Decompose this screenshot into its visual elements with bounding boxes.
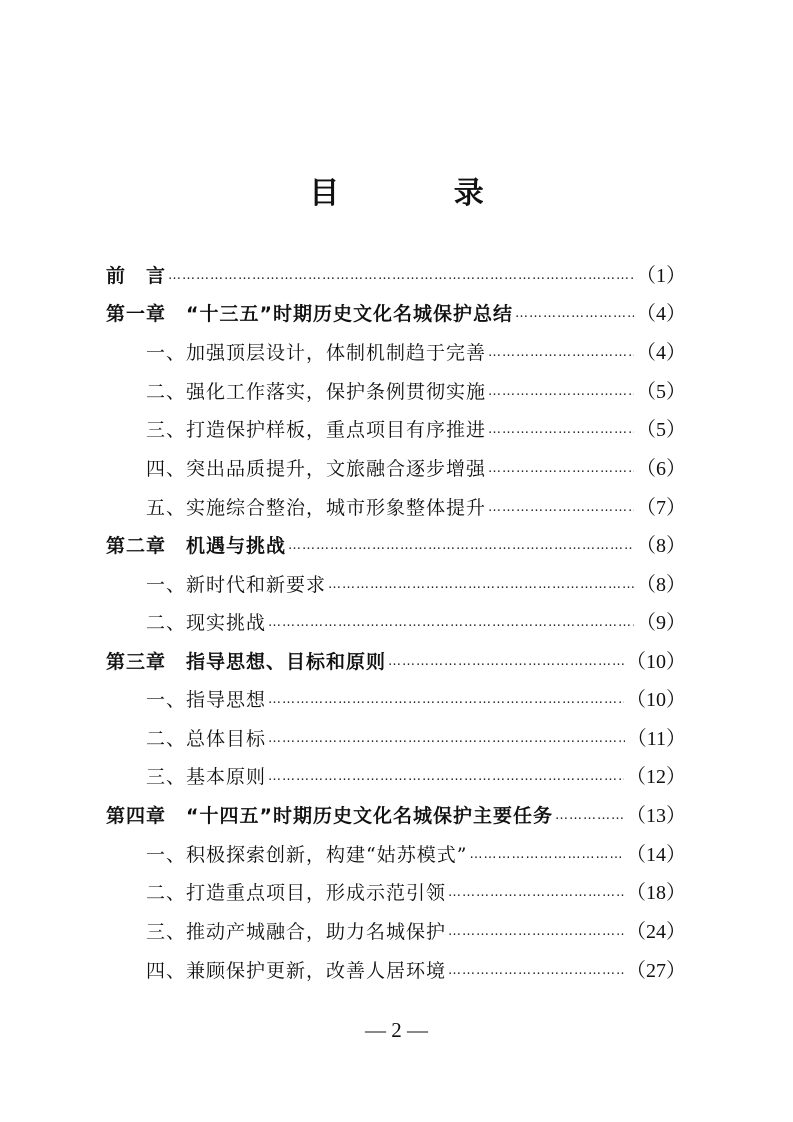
- dot-leader: [268, 682, 624, 718]
- dot-leader: [268, 759, 624, 795]
- toc-page-number: （13）: [626, 805, 686, 827]
- dot-leader: [168, 258, 634, 294]
- toc-page-number: （10）: [626, 689, 686, 711]
- toc-chapter-entry[interactable]: [106, 798, 686, 834]
- dot-leader: [488, 374, 634, 410]
- toc-chapter-entry[interactable]: [106, 296, 686, 332]
- dot-leader: [448, 875, 624, 911]
- toc-entry-title: 三、推动产城融合，助力名城保护: [146, 921, 447, 943]
- toc-section-entry[interactable]: [146, 682, 686, 718]
- toc-page-number: （4）: [636, 303, 686, 325]
- toc-entry-title: 一、加强顶层设计，体制机制趋于完善: [146, 342, 487, 364]
- page-number-footer: — 2 —: [365, 1018, 428, 1042]
- toc-chapter-entry[interactable]: [106, 528, 686, 564]
- dot-leader: [388, 644, 624, 680]
- toc-section-entry[interactable]: [146, 837, 686, 873]
- toc-chapter-entry[interactable]: [106, 644, 686, 680]
- toc-entry-title: 第四章 “十四五”时期历史文化名城保护主要任务: [106, 805, 553, 827]
- toc-section-entry[interactable]: [146, 451, 686, 487]
- toc-page-number: （14）: [626, 844, 686, 866]
- toc-entry-title: 三、打造保护样板，重点项目有序推进: [146, 419, 487, 441]
- toc-entry-title: 一、指导思想: [146, 689, 267, 711]
- toc-entry-title: 五、实施综合整治，城市形象整体提升: [146, 497, 487, 519]
- toc-section-entry[interactable]: [146, 953, 686, 989]
- dot-leader: [515, 296, 634, 332]
- toc-section-entry[interactable]: [146, 721, 686, 757]
- toc-page-number: （9）: [636, 612, 686, 634]
- toc-page-number: （8）: [636, 574, 686, 596]
- toc-entry-title: 第一章 “十三五”时期历史文化名城保护总结: [106, 303, 513, 325]
- toc-entry-title: 四、突出品质提升，文旅融合逐步增强: [146, 458, 487, 480]
- toc-section-entry[interactable]: [146, 374, 686, 410]
- toc-page-number: （11）: [626, 728, 686, 750]
- toc-chapter-entry[interactable]: [106, 258, 686, 294]
- dot-leader: [555, 798, 624, 834]
- toc-entry-title: 一、积极探索创新，构建“姑苏模式”: [146, 844, 468, 866]
- toc-page-number: （5）: [636, 419, 686, 441]
- toc-section-entry[interactable]: [146, 759, 686, 795]
- dot-leader: [488, 451, 634, 487]
- toc-section-entry[interactable]: [146, 914, 686, 950]
- toc-entry-title: 第二章 机遇与挑战: [106, 535, 287, 557]
- toc-page-number: （7）: [636, 497, 686, 519]
- toc-section-entry[interactable]: [146, 335, 686, 371]
- dot-leader: [328, 567, 634, 603]
- toc-entry-title: 第三章 指导思想、目标和原则: [106, 651, 387, 673]
- dot-leader: [448, 914, 624, 950]
- toc-entry-title: 四、兼顾保护更新，改善人居环境: [146, 960, 447, 982]
- toc-entry-title: 二、强化工作落实，保护条例贯彻实施: [146, 381, 487, 403]
- toc-page-number: （6）: [636, 458, 686, 480]
- dot-leader: [469, 837, 624, 873]
- toc-section-entry[interactable]: [146, 412, 686, 448]
- toc-page-number: （12）: [626, 766, 686, 788]
- toc-section-entry[interactable]: [146, 490, 686, 526]
- page-title: 目 录: [309, 176, 536, 211]
- dot-leader: [488, 412, 634, 448]
- toc-page-number: （18）: [626, 882, 686, 904]
- toc-page-number: （24）: [626, 921, 686, 943]
- toc-page-number: （27）: [626, 960, 686, 982]
- toc-entry-title: 一、新时代和新要求: [146, 574, 327, 596]
- toc-entry-title: 三、基本原则: [146, 766, 267, 788]
- dot-leader: [288, 528, 634, 564]
- toc-page-number: （4）: [636, 342, 686, 364]
- toc-section-entry[interactable]: [146, 605, 686, 641]
- toc-entry-title: 前 言: [106, 265, 167, 287]
- dot-leader: [268, 605, 634, 641]
- toc-page-number: （10）: [626, 651, 686, 673]
- toc-page-number: （8）: [636, 535, 686, 557]
- toc-section-entry[interactable]: [146, 567, 686, 603]
- toc-entry-title: 二、总体目标: [146, 728, 267, 750]
- toc-entry-title: 二、打造重点项目，形成示范引领: [146, 882, 447, 904]
- dot-leader: [268, 721, 625, 757]
- toc-entry-title: 二、现实挑战: [146, 612, 267, 634]
- toc-section-entry[interactable]: [146, 875, 686, 911]
- dot-leader: [448, 953, 624, 989]
- toc-page-number: （1）: [636, 265, 686, 287]
- dot-leader: [488, 490, 634, 526]
- toc-page-number: （5）: [636, 381, 686, 403]
- dot-leader: [488, 335, 634, 371]
